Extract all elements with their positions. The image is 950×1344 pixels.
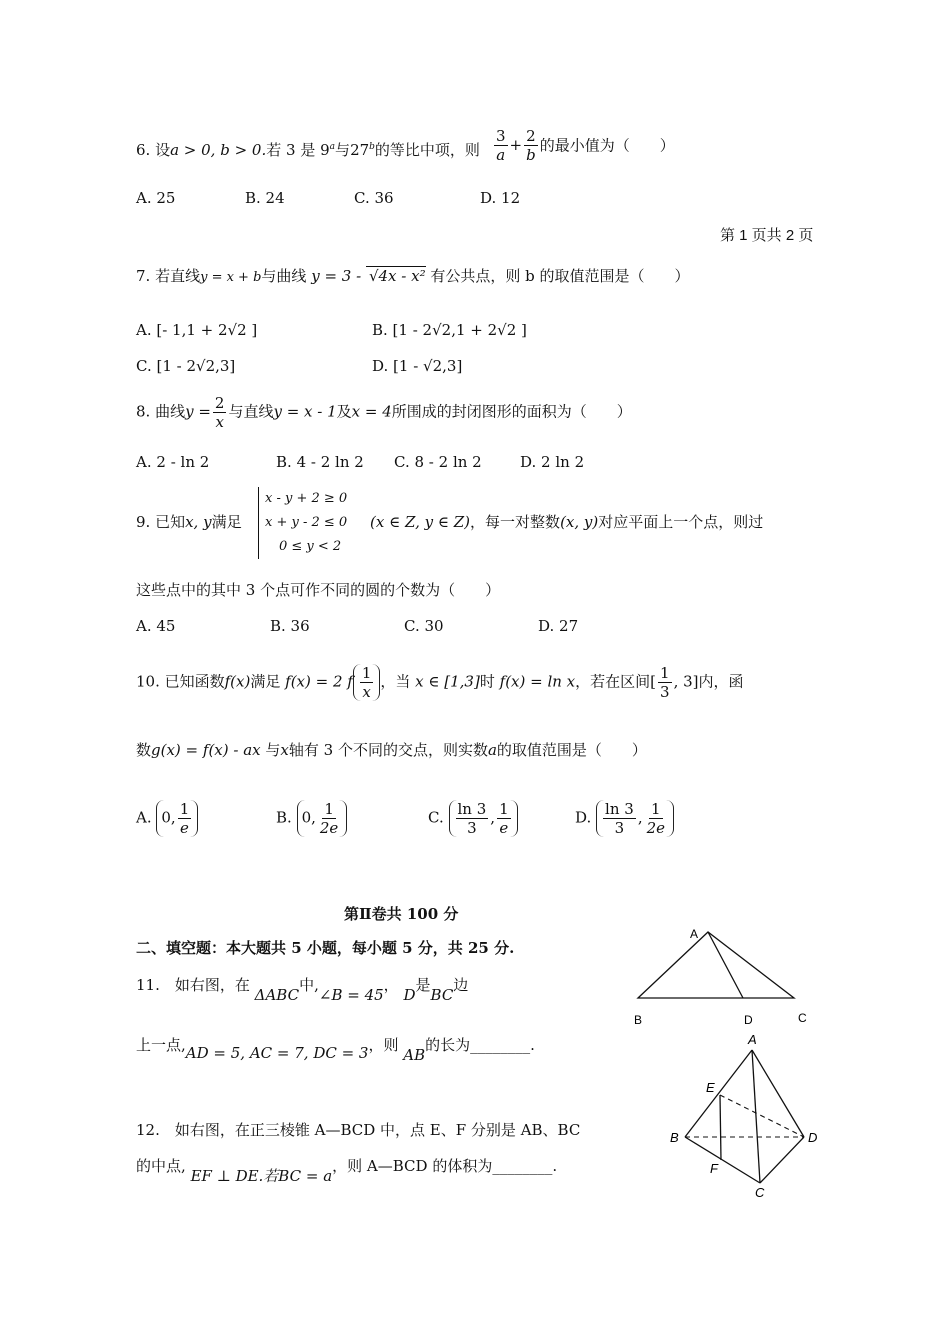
q6-with: 与 (335, 141, 351, 159)
q8-line1: y = x - 1 (273, 402, 337, 421)
q7-option-c: C. [1 - 2√2,3] (136, 357, 236, 375)
q9-ineq-2: x + y - 2 ≤ 0 (265, 515, 348, 530)
segment-ad (708, 932, 743, 998)
q6-tail: 的等比中项，则 (374, 141, 480, 159)
label-c: C (755, 1185, 765, 1200)
q10-line2: 数g(x) = f(x) - ax 与x轴有 3 个不同的交点，则实数a的取值范围是（ ） (136, 741, 647, 759)
q9-system (258, 487, 347, 559)
q6-option-a: A. 25 (136, 189, 176, 207)
label-a: A (690, 927, 699, 941)
q11-line2: 上一点,AD = 5, AC = 7, DC = 3，则 AB的长为________. (136, 1036, 535, 1064)
label-b: B (670, 1130, 679, 1145)
q7-option-b: B. [1 - 2√2,1 + 2√2 ] (372, 321, 527, 339)
q7-mid: 与曲线 (261, 267, 307, 285)
q9-stem: 9. 已知x, y满足 (136, 513, 242, 531)
label-c: C (798, 1011, 807, 1025)
label-f: F (710, 1161, 718, 1176)
q8-y: y = (185, 402, 211, 421)
q6-power1: 9$^a$ (320, 141, 336, 159)
edge-cd (760, 1137, 804, 1183)
section2-heading: 二、填空题：本大题共 5 小题，每小题 5 分，共 25 分. (136, 939, 515, 957)
q8-option-b: B. 4 - 2 ln 2 (276, 453, 364, 471)
page-footer: 第 1 页共 2 页 (720, 227, 814, 244)
label-d: D (808, 1130, 818, 1145)
q8-end: 所围成的封闭图形的面积为（ ） (391, 402, 632, 421)
edge-ac (752, 1050, 760, 1183)
label-e: E (706, 1080, 715, 1095)
q6-frac2: $\frac{2}{b}$ (526, 127, 536, 164)
q9-option-b: B. 36 (270, 617, 310, 635)
triangle-figure (630, 920, 820, 1030)
label-b: B (634, 1013, 643, 1027)
segment-ef (720, 1095, 721, 1160)
q9-option-a: A. 45 (136, 617, 176, 635)
edge-ab (685, 1050, 752, 1137)
q8-option-a: A. 2 - ln 2 (136, 453, 210, 471)
q12-line2: 的中点, EF ⊥ DE.若BC = a，则 A—BCD 的体积为________. (136, 1157, 558, 1185)
q7-line (136, 266, 690, 288)
q7-line-eq: y = x + b (200, 270, 262, 285)
q6-line (136, 137, 480, 160)
q6-frac1: $\frac{3}{a}$ (496, 127, 506, 164)
q8-mid: 与直线 (228, 402, 274, 421)
q9-ineq-3: 0 ≤ y < 2 (279, 539, 342, 554)
section2-title: 第Ⅱ卷共 100 分 (344, 905, 459, 923)
q10-option-b: B. 0, $\frac{1}{2e}$ (276, 800, 347, 837)
q6-option-d: D. 12 (480, 189, 521, 207)
q7-option-d: D. [1 - √2,3] (372, 357, 463, 375)
q8-option-c: C. 8 - 2 ln 2 (394, 453, 482, 471)
q8-line (136, 394, 632, 431)
q9-option-c: C. 30 (404, 617, 444, 635)
q6-option-c: C. 36 (354, 189, 394, 207)
q9-option-d: D. 27 (538, 617, 579, 635)
q11-line1: 11. 如右图，在 ΔABC中,∠B = 45， D是BC边 (136, 976, 469, 1004)
q8-stem: 8. 曲线 (136, 402, 186, 421)
q10-option-c: C. $\frac{\ln 3}{3}$ , $\frac{1}{e}$ (428, 800, 518, 837)
q6-cond: a > 0, b > 0. (170, 141, 267, 159)
q10-option-d: D. $\frac{\ln 3}{3}$ , $\frac{1}{2e}$ (575, 800, 674, 837)
q9-line2: 这些点中的其中 3 个点可作不同的圆的个数为（ ） (136, 581, 501, 599)
q8-frac: $\frac{2}{x}$ (214, 394, 225, 431)
q6-plus: + (509, 136, 523, 154)
q7-curve: y = 3 - √4x - x² (311, 267, 426, 285)
q8-and: 及 (336, 402, 352, 421)
label-d: D (744, 1013, 753, 1027)
q6-mid: 若 3 是 (266, 141, 316, 159)
triangle-abc (638, 932, 794, 998)
label-a: A (748, 1032, 757, 1047)
q7-option-a: A. [- 1,1 + 2√2 ] (136, 321, 258, 339)
q7-stem: 7. 若直线 (136, 267, 201, 285)
q6-option-b: B. 24 (245, 189, 285, 207)
edge-bc (685, 1137, 760, 1183)
q9-ineq-1: x - y + 2 ≥ 0 (265, 491, 348, 506)
q12-line1: 12. 如右图，在正三棱锥 A—BCD 中，点 E、F 分别是 AB、BC (136, 1121, 581, 1139)
q8-option-d: D. 2 ln 2 (520, 453, 585, 471)
q6-power2: 27$^b$ (350, 141, 375, 159)
q6-expression (492, 127, 675, 164)
q6-stem: 6. 设 (136, 141, 171, 159)
q8-line2: x = 4 (351, 402, 392, 421)
q6-end: 的最小值为（ ） (539, 136, 675, 155)
q9-tail: (x ∈ Z, y ∈ Z)，每一对整数(x, y)对应平面上一个点，则过 (370, 513, 764, 531)
q7-end: 有公共点，则 b 的取值范围是（ ） (430, 267, 690, 285)
q10-option-a: A. 0, $\frac{1}{e}$ (136, 800, 198, 837)
tetrahedron-figure (664, 1030, 834, 1205)
q10-line1: 10. 已知函数f(x)满足 f(x) = 2 f $\frac{1}{x}$ ，当 x ∈ [1,3]时 f(x) = ln x，若在区间[ $\frac{1}{3}$ , 3]内，函 (136, 664, 744, 701)
